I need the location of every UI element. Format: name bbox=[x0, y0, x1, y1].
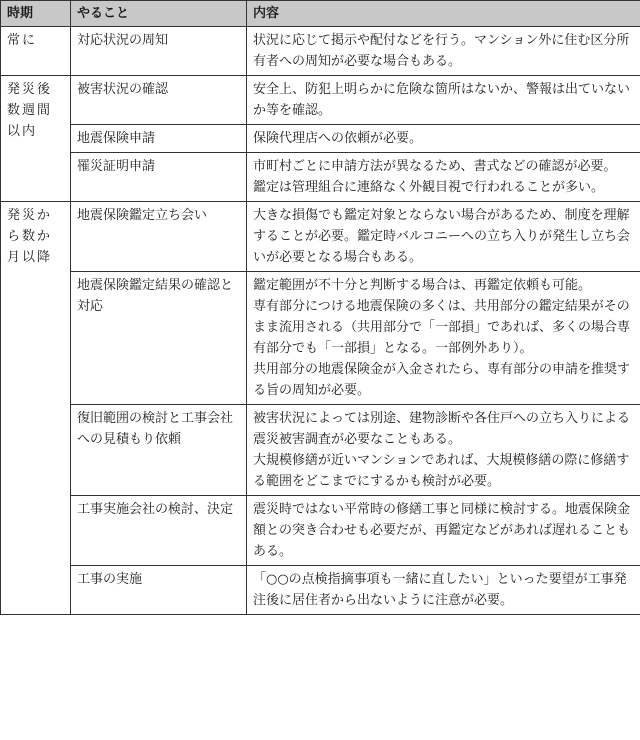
task-cell: 地震保険申請 bbox=[71, 125, 247, 153]
content-paragraph: 専有部分につける地震保険の多くは、共用部分の鑑定結果がそのまま流用される（共用部分で「一部損」であれば、多くの場合専有部分でも「一部損」となる。一部例外あり）。 bbox=[253, 299, 631, 356]
content-paragraph: 安全上、防犯上明らかに危険な箇所はないか、警報は出ていないか等を確認。 bbox=[253, 82, 631, 118]
content-cell bbox=[247, 202, 640, 272]
header-task: やること bbox=[71, 1, 247, 27]
content-cell bbox=[247, 405, 640, 496]
content-paragraph: 震災時ではない平常時の修繕工事と同様に検討する。地震保険金額との突き合わせも必要だが、再鑑定などがあれば遅れることもある。 bbox=[253, 502, 631, 559]
table-row bbox=[1, 405, 640, 496]
header-content: 内容 bbox=[247, 1, 640, 27]
content-paragraph: 大規模修繕が近いマンションであれば、大規模修繕の際に修繕する範囲をどこまでにするかも検討が必要。 bbox=[253, 453, 630, 489]
task-cell: 地震保険鑑定立ち会い bbox=[71, 202, 247, 272]
task-cell: 対応状況の周知 bbox=[71, 27, 247, 76]
table-header-row bbox=[1, 1, 640, 27]
period-cell: 発災から数か月以降 bbox=[1, 202, 71, 615]
table-row bbox=[1, 27, 640, 76]
table-row bbox=[1, 272, 640, 405]
header-period: 時期 bbox=[1, 1, 71, 27]
content-paragraph: 鑑定範囲が不十分と判断する場合は、再鑑定依頼も可能。 bbox=[253, 278, 592, 293]
task-cell: 復旧範囲の検討と工事会社への見積もり依頼 bbox=[71, 405, 247, 496]
table-row bbox=[1, 496, 640, 566]
content-cell bbox=[247, 27, 640, 76]
table-row bbox=[1, 566, 640, 615]
task-cell: 被害状況の確認 bbox=[71, 76, 247, 125]
task-cell: 罹災証明申請 bbox=[71, 153, 247, 202]
content-paragraph: 状況に応じて掲示や配付などを行う。マンション外に住む区分所有者への周知が必要な場合もある。 bbox=[253, 33, 630, 69]
content-cell bbox=[247, 496, 640, 566]
content-cell bbox=[247, 125, 640, 153]
period-cell: 常に bbox=[1, 27, 71, 76]
content-paragraph: 市町村ごとに申請方法が異なるため、書式などの確認が必要。 bbox=[253, 159, 617, 174]
table-row bbox=[1, 202, 640, 272]
content-cell bbox=[247, 76, 640, 125]
task-cell: 工事の実施 bbox=[71, 566, 247, 615]
content-cell bbox=[247, 272, 640, 405]
table-row bbox=[1, 125, 640, 153]
content-paragraph: 大きな損傷でも鑑定対象とならない場合があるため、制度を理解することが必要。鑑定時バルコニーへの立ち入りが発生し立ち会いが必要となる場合もある。 bbox=[253, 208, 631, 265]
task-cell: 地震保険鑑定結果の確認と対応 bbox=[71, 272, 247, 405]
task-cell: 工事実施会社の検討、決定 bbox=[71, 496, 247, 566]
table-row bbox=[1, 76, 640, 125]
content-paragraph: 鑑定は管理組合に連絡なく外観目視で行われることが多い。 bbox=[253, 180, 605, 195]
period-cell: 発災後数週間以内 bbox=[1, 76, 71, 202]
content-paragraph: 保険代理店への依頼が必要。 bbox=[253, 131, 423, 146]
table-row bbox=[1, 153, 640, 202]
content-paragraph: 「○○の点検指摘事項も一緒に直したい」といった要望が工事発注後に居住者から出ないように注意が必要。 bbox=[253, 572, 627, 608]
content-cell bbox=[247, 153, 640, 202]
content-paragraph: 被害状況によっては別途、建物診断や各住戸への立ち入りによる震災被害調査が必要なこともある。 bbox=[253, 411, 631, 447]
content-paragraph: 共用部分の地震保険金が入金されたら、専有部分の申請を推奨する旨の周知が必要。 bbox=[253, 362, 631, 398]
content-cell bbox=[247, 566, 640, 615]
